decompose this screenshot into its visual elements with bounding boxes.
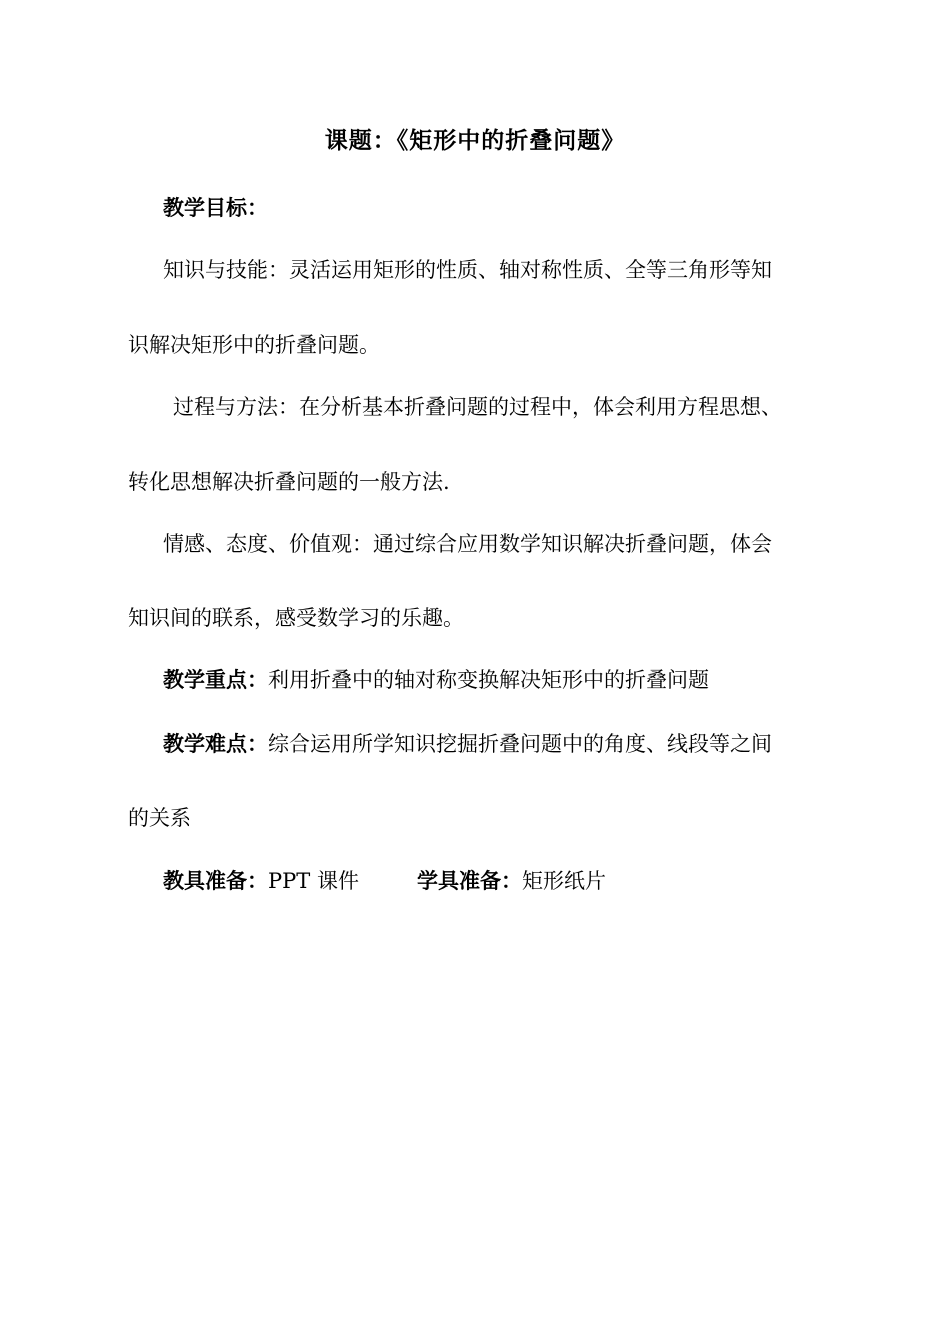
teacher-tools-label: 教具准备： xyxy=(163,868,268,893)
key-point-text: 利用折叠中的轴对称变换解决矩形中的折叠问题 xyxy=(268,668,709,692)
knowledge-skills-line-2: 识解决矩形中的折叠问题。 xyxy=(128,333,380,357)
student-tools-label: 学具准备： xyxy=(416,868,522,893)
emotion-values-line-1: 情感、态度、价值观：通过综合应用数学知识解决折叠问题，体会 xyxy=(163,532,772,556)
key-point xyxy=(163,665,709,695)
teacher-tools-text: PPT 课件 xyxy=(268,869,359,893)
difficulty-point-line-1 xyxy=(163,729,772,759)
knowledge-skills-line-1: 知识与技能：灵活运用矩形的性质、轴对称性质、全等三角形等知 xyxy=(163,258,772,282)
process-methods-line-1: 过程与方法：在分析基本折叠问题的过程中，体会利用方程思想、 xyxy=(173,395,782,419)
key-point-label: 教学重点： xyxy=(163,667,268,692)
objectives-heading: 教学目标： xyxy=(163,195,268,220)
student-tools-text: 矩形纸片 xyxy=(521,869,606,893)
difficulty-point-line-2: 的关系 xyxy=(128,806,191,830)
preparation-line xyxy=(163,866,606,896)
difficulty-text: 综合运用所学知识挖掘折叠问题中的角度、线段等之间 xyxy=(268,732,772,756)
emotion-values-line-2: 知识间的联系，感受数学习的乐趣。 xyxy=(128,606,464,630)
lesson-title: 课题：《矩形中的折叠问题》 xyxy=(324,127,626,154)
difficulty-label: 教学难点： xyxy=(163,731,268,756)
process-methods-line-2: 转化思想解决折叠问题的一般方法. xyxy=(128,470,450,494)
